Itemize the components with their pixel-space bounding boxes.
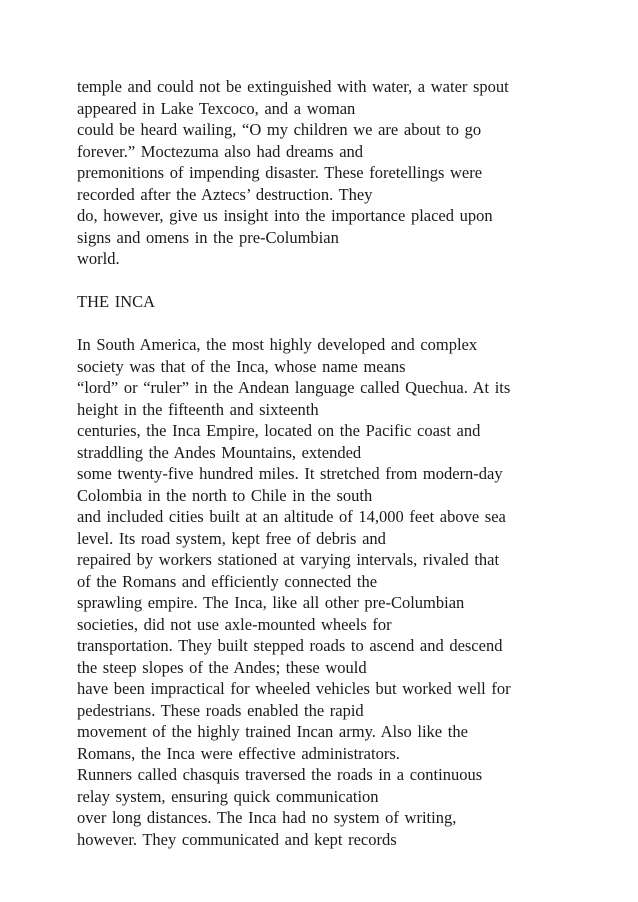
- text-line: movement of the highly trained Incan army. Also like the: [77, 722, 468, 741]
- text-line: premonitions of impending disaster. These foretellings were: [77, 163, 483, 182]
- text-line: sprawling empire. The Inca, like all other pre-Columbian: [77, 593, 465, 612]
- section-heading: THE INCA: [77, 292, 156, 311]
- paragraph-aztec-omens: [77, 76, 597, 270]
- paragraph-inca: [77, 334, 597, 850]
- text-line: over long distances. The Inca had no system of writing,: [77, 808, 457, 827]
- text-line: centuries, the Inca Empire, located on the Pacific coast and: [77, 421, 481, 440]
- text-line: straddling the Andes Mountains, extended: [77, 442, 362, 462]
- text-line: level. Its road system, kept free of debris and: [77, 528, 386, 548]
- text-line: transportation. They built stepped roads to ascend and descend: [77, 636, 503, 655]
- text-line: “lord” or “ruler” in the Andean language called Quechua. At its: [77, 378, 511, 397]
- text-line: the steep slopes of the Andes; these would: [77, 657, 367, 677]
- text-line: world.: [77, 249, 120, 268]
- paragraph-spacer: [77, 270, 597, 292]
- text-line: signs and omens in the pre-Columbian: [77, 227, 339, 247]
- text-line: could be heard wailing, “O my children we are about to go: [77, 120, 482, 139]
- text-line: societies, did not use axle-mounted wheels for: [77, 614, 392, 634]
- text-line: pedestrians. These roads enabled the rapid: [77, 700, 364, 720]
- document-body: [77, 76, 597, 850]
- text-line: repaired by workers stationed at varying intervals, rivaled that: [77, 550, 500, 569]
- text-line: Romans, the Inca were effective administrators.: [77, 743, 400, 763]
- text-line: Runners called chasquis traversed the roads in a continuous: [77, 765, 483, 784]
- text-line: Colombia in the north to Chile in the south: [77, 485, 373, 505]
- text-line: height in the fifteenth and sixteenth: [77, 399, 319, 419]
- text-line: society was that of the Inca, whose name means: [77, 356, 406, 376]
- text-line: some twenty-five hundred miles. It stretched from modern-day: [77, 464, 503, 483]
- text-line: forever.” Moctezuma also had dreams and: [77, 141, 364, 161]
- text-line: of the Romans and efficiently connected the: [77, 571, 378, 591]
- text-line: and included cities built at an altitude of 14,000 feet above sea: [77, 507, 506, 526]
- text-line: have been impractical for wheeled vehicles but worked well for: [77, 679, 511, 698]
- text-line: do, however, give us insight into the importance placed upon: [77, 206, 493, 225]
- text-line: however. They communicated and kept records: [77, 829, 397, 849]
- text-line: temple and could not be extinguished with water, a water spout: [77, 77, 509, 96]
- text-line: relay system, ensuring quick communication: [77, 786, 379, 806]
- paragraph-spacer: [77, 313, 597, 335]
- text-line: appeared in Lake Texcoco, and a woman: [77, 98, 356, 118]
- text-line: In South America, the most highly developed and complex: [77, 335, 478, 354]
- text-line: recorded after the Aztecs’ destruction. They: [77, 184, 373, 204]
